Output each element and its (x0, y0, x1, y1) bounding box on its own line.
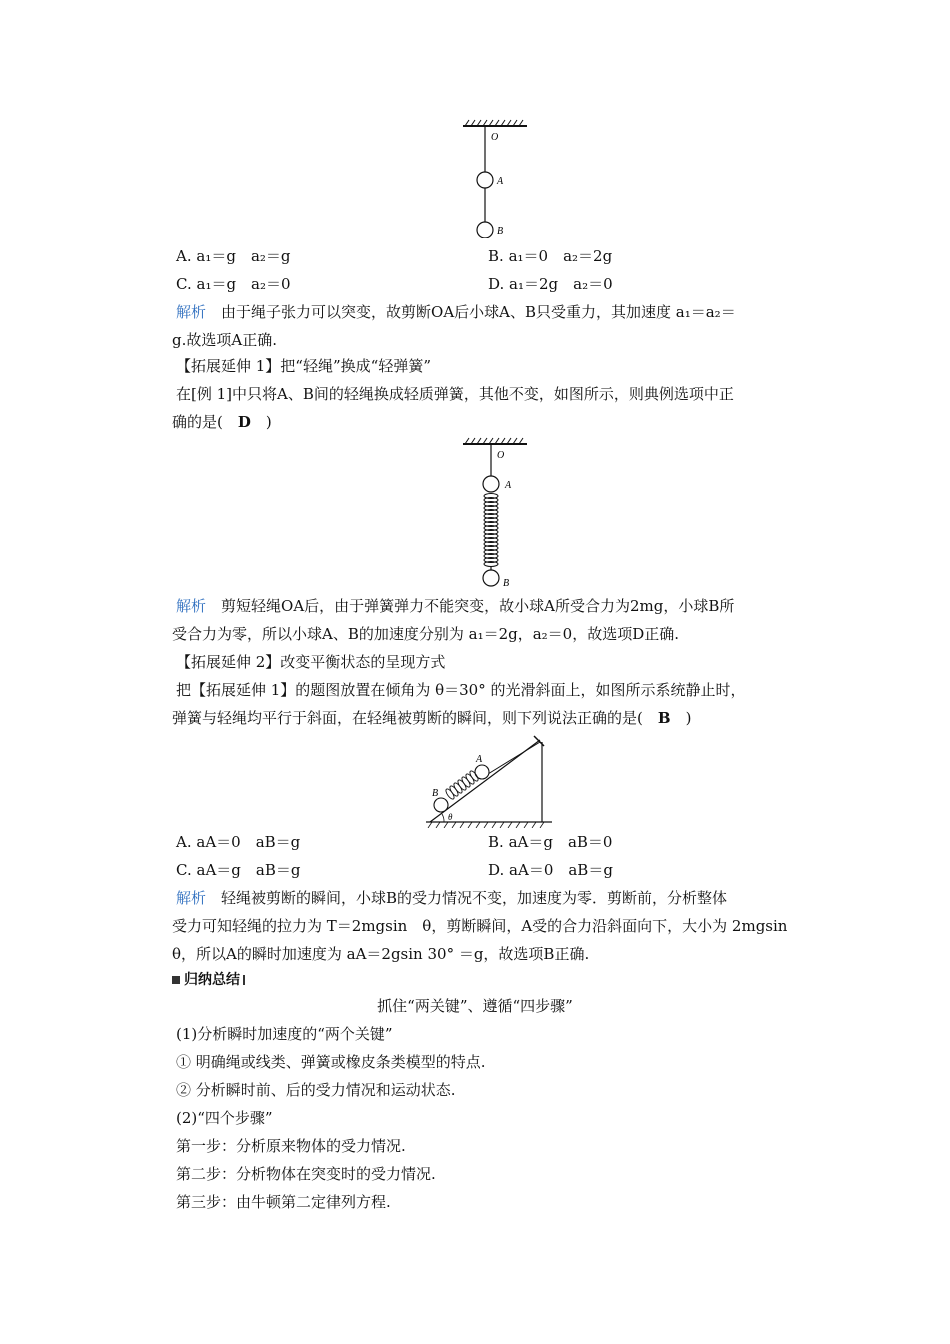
figure-spring-balls (455, 436, 575, 596)
q2-option-c: C. aA＝g aB＝g (176, 861, 301, 879)
analysis-label: 解析 (176, 303, 207, 321)
fig3-label-theta: θ (448, 812, 453, 822)
analysis2-line2: 受合力为零，所以小球A、B的加速度分别为 a₁＝2g，a₂＝0，故选项D正确. (172, 625, 680, 643)
fig2-label-A: A (505, 480, 512, 491)
analysis1-line2: g.故选项A正确. (172, 331, 277, 349)
fig1-label-B: B (497, 226, 504, 237)
fig2-label-B: B (503, 578, 510, 589)
figure-incline (422, 732, 562, 828)
summary-item: ① 明确绳或线类、弹簧或橡皮条类模型的特点. (176, 1053, 486, 1071)
ext2-line1: 把【拓展延伸 1】的题图放置在倾角为 θ＝30° 的光滑斜面上，如图所示系统静止时， (176, 681, 746, 699)
analysis2-line1: 解析 剪短轻绳OA后，由于弹簧弹力不能突变，故小球A所受合力为2mg，小球B所 (176, 597, 735, 615)
ext2-answer: B (657, 709, 671, 727)
q1-option-a: A. a₁＝g a₂＝g (176, 247, 291, 265)
analysis3-line3: θ，所以A的瞬时加速度为 aA＝2gsin 30° ＝g，故选项B正确. (172, 945, 590, 963)
summary-tag: 归纳总结 (172, 970, 245, 990)
ext1-line2: 确的是( D ) (172, 413, 272, 431)
summary-item: 第一步：分析原来物体的受力情况. (176, 1137, 406, 1155)
analysis1-line1: 解析 由于绳子张力可以突变，故剪断OA后小球A、B只受重力，其加速度 a₁＝a₂＝ (176, 303, 736, 321)
fig1-label-A: A (497, 176, 504, 187)
ext1-line1: 在[例 1]中只将A、B间的轻绳换成轻质弹簧，其他不变，如图所示，则典例选项中正 (176, 385, 734, 403)
summary-item: ② 分析瞬时前、后的受力情况和运动状态. (176, 1081, 456, 1099)
q1-option-d: D. a₁＝2g a₂＝0 (488, 275, 613, 293)
ext2-title: 【拓展延伸 2】改变平衡状态的呈现方式 (176, 653, 446, 671)
summary-item: (2)“四个步骤” (176, 1109, 273, 1127)
summary-item: 第二步：分析物体在突变时的受力情况. (176, 1165, 436, 1183)
q2-option-a: A. aA＝0 aB＝g (176, 833, 301, 851)
summary-item: (1)分析瞬时加速度的“两个关键” (176, 1025, 393, 1043)
q2-option-b: B. aA＝g aB＝0 (488, 833, 613, 851)
analysis3-line2: 受力可知轻绳的拉力为 T＝2mgsin θ，剪断瞬间，A受的合力沿斜面向下，大小为 2mgsin (172, 917, 788, 935)
fig2-label-O: O (497, 450, 505, 461)
q1-option-c: C. a₁＝g a₂＝0 (176, 275, 291, 293)
summary-heading: 抓住“两关键”、遵循“四步骤” (377, 997, 573, 1015)
fig1-label-O: O (491, 132, 499, 143)
fig3-label-B: B (432, 788, 439, 799)
q2-option-d: D. aA＝0 aB＝g (488, 861, 613, 879)
ext2-line2: 弹簧与轻绳均平行于斜面，在轻绳被剪断的瞬间，则下列说法正确的是( B ) (172, 709, 692, 727)
fig3-label-A: A (476, 754, 483, 765)
q1-option-b: B. a₁＝0 a₂＝2g (488, 247, 613, 265)
ext1-answer: D (237, 413, 251, 431)
figure-rope-balls (455, 118, 575, 238)
ext1-title: 【拓展延伸 1】把“轻绳”换成“轻弹簧” (176, 357, 431, 375)
analysis3-line1: 解析 轻绳被剪断的瞬间，小球B的受力情况不变，加速度为零．剪断前，分析整体 (176, 889, 728, 907)
summary-item: 第三步：由牛顿第二定律列方程. (176, 1193, 391, 1211)
